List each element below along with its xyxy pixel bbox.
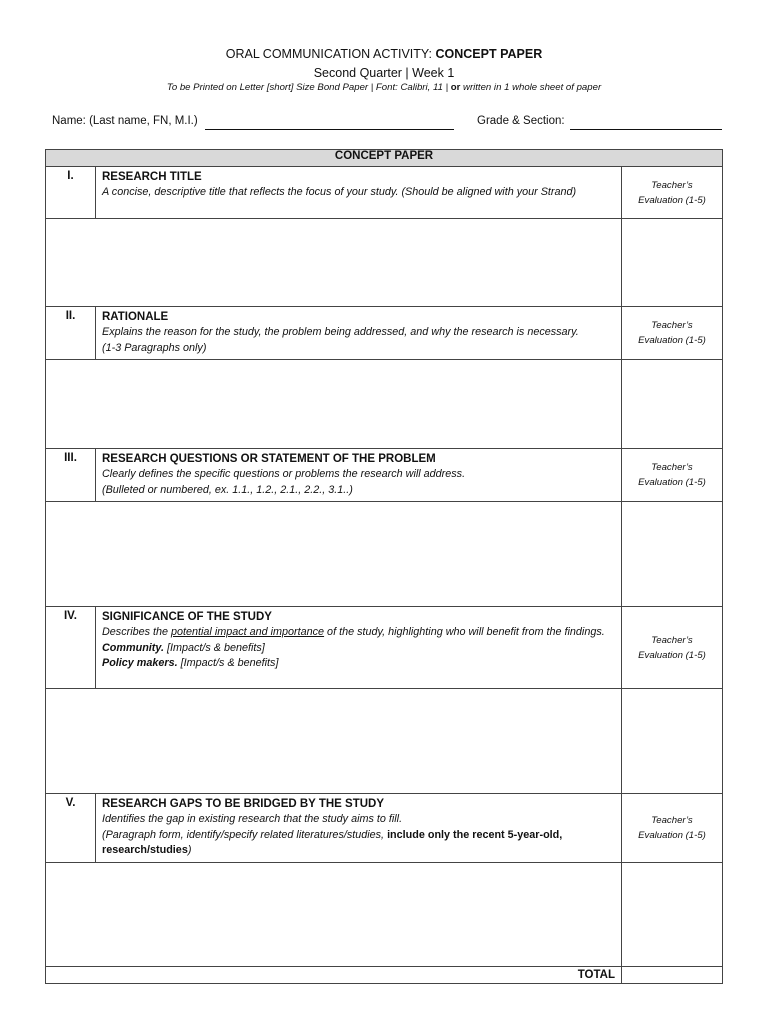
teacher-evaluation-label (622, 607, 723, 689)
total-score-cell[interactable] (622, 966, 723, 983)
eval-line-1: Teacher’s (651, 634, 693, 646)
section-title: RESEARCH GAPS TO BE BRIDGED BY THE STUDY (102, 798, 385, 810)
printing-instructions (0, 82, 768, 93)
total-row (46, 966, 723, 983)
section-info (96, 794, 622, 863)
concept-paper-table (45, 149, 723, 984)
note-emphasis: include only the recent 5-year-old, research/studies (102, 828, 563, 856)
score-cell[interactable] (622, 360, 723, 449)
desc-text: of the study, highlighting who will benefit from the findings. (324, 626, 605, 638)
name-label: Name: (Last name, FN, M.I.) (52, 115, 198, 127)
answer-row (46, 502, 723, 607)
desc-text: Describes the (102, 626, 172, 638)
title-prefix: ORAL COMMUNICATION ACTIVITY: (225, 47, 436, 61)
table-heading-row (46, 150, 723, 167)
desc-underlined: potential impact and importance (171, 626, 325, 638)
beneficiary-text: [Impact/s & benefits] (163, 641, 265, 654)
section-info (96, 449, 622, 502)
eval-line-1: Teacher’s (651, 320, 693, 331)
section-number: IV. (46, 607, 96, 689)
section-description: Identifies the gap in existing research that the study aims to fill. (102, 813, 403, 825)
note-text: ) (187, 844, 192, 856)
section-note: (1-3 Paragraphs only) (102, 341, 207, 354)
eval-line-2: Evaluation (1-5) (638, 194, 706, 206)
total-label: TOTAL (46, 966, 622, 983)
name-field[interactable] (205, 129, 454, 130)
eval-line-2: Evaluation (1-5) (638, 829, 706, 841)
section-title: RESEARCH QUESTIONS OR STATEMENT OF THE PROBLEM (102, 453, 436, 465)
section-number: II. (46, 307, 96, 360)
note-text: (Paragraph form, identify/specify related literatures/studies, (102, 828, 388, 841)
score-cell[interactable] (622, 219, 723, 307)
answer-area[interactable] (46, 360, 622, 449)
eval-line-2: Evaluation (1-5) (638, 477, 706, 488)
section-number: I. (46, 167, 96, 219)
section-number: V. (46, 794, 96, 863)
teacher-evaluation-label (622, 307, 723, 360)
teacher-evaluation-label (622, 794, 723, 863)
beneficiary-text: [Impact/s & benefits] (177, 657, 279, 669)
teacher-evaluation-label (622, 449, 723, 502)
score-cell[interactable] (622, 502, 723, 607)
section-row-rationale (46, 307, 723, 360)
instructions-part-a: To be Printed on Letter [short] Size Bond Paper | Font: Calibri, 11 | (166, 82, 451, 93)
title-bold: CONCEPT PAPER (435, 47, 543, 61)
answer-area[interactable] (46, 862, 622, 966)
eval-line-1: Teacher’s (651, 179, 693, 191)
section-title: RESEARCH TITLE (102, 171, 202, 183)
beneficiary-community (102, 641, 617, 657)
section-description: Clearly defines the specific questions or problems the research will address. (102, 468, 466, 480)
score-cell[interactable] (622, 862, 723, 966)
answer-row (46, 219, 723, 307)
section-description (102, 625, 617, 641)
table-heading: CONCEPT PAPER (46, 150, 723, 167)
section-title: SIGNIFICANCE OF THE STUDY (102, 611, 272, 623)
section-row-research-questions (46, 449, 723, 502)
document-title (0, 47, 768, 61)
section-note: (Bulleted or numbered, ex. 1.1., 1.2., 2.1., 2.2., 3.1..) (102, 483, 353, 496)
grade-section-field[interactable] (570, 129, 722, 130)
beneficiary-policy-makers (102, 656, 617, 672)
answer-area[interactable] (46, 219, 622, 307)
answer-area[interactable] (46, 689, 622, 794)
answer-row (46, 360, 723, 449)
section-row-research-gaps (46, 794, 723, 863)
section-note (102, 828, 617, 859)
document-subtitle: Second Quarter | Week 1 (313, 66, 455, 80)
section-description: Explains the reason for the study, the problem being addressed, and why the research is necessary. (102, 326, 579, 338)
eval-line-2: Evaluation (1-5) (638, 649, 706, 661)
section-info (96, 307, 622, 360)
instructions-or: or (450, 82, 461, 93)
beneficiary-label: Community. (102, 641, 164, 654)
section-title: RATIONALE (102, 311, 169, 323)
teacher-evaluation-label (622, 167, 723, 219)
eval-line-2: Evaluation (1-5) (638, 335, 706, 346)
score-cell[interactable] (622, 689, 723, 794)
section-row-significance (46, 607, 723, 689)
eval-line-1: Teacher’s (651, 462, 693, 473)
answer-row (46, 862, 723, 966)
instructions-part-b: written in 1 whole sheet of paper (460, 82, 602, 93)
eval-line-1: Teacher’s (651, 814, 693, 826)
section-description: A concise, descriptive title that reflects the focus of your study. (Should be aligned with your Strand) (102, 186, 577, 198)
answer-row (46, 689, 723, 794)
section-info (96, 607, 622, 689)
grade-section-label: Grade & Section: (477, 115, 565, 127)
section-row-research-title (46, 167, 723, 219)
section-number: III. (46, 449, 96, 502)
answer-area[interactable] (46, 502, 622, 607)
beneficiary-label: Policy makers. (102, 657, 178, 669)
section-info (96, 167, 622, 219)
